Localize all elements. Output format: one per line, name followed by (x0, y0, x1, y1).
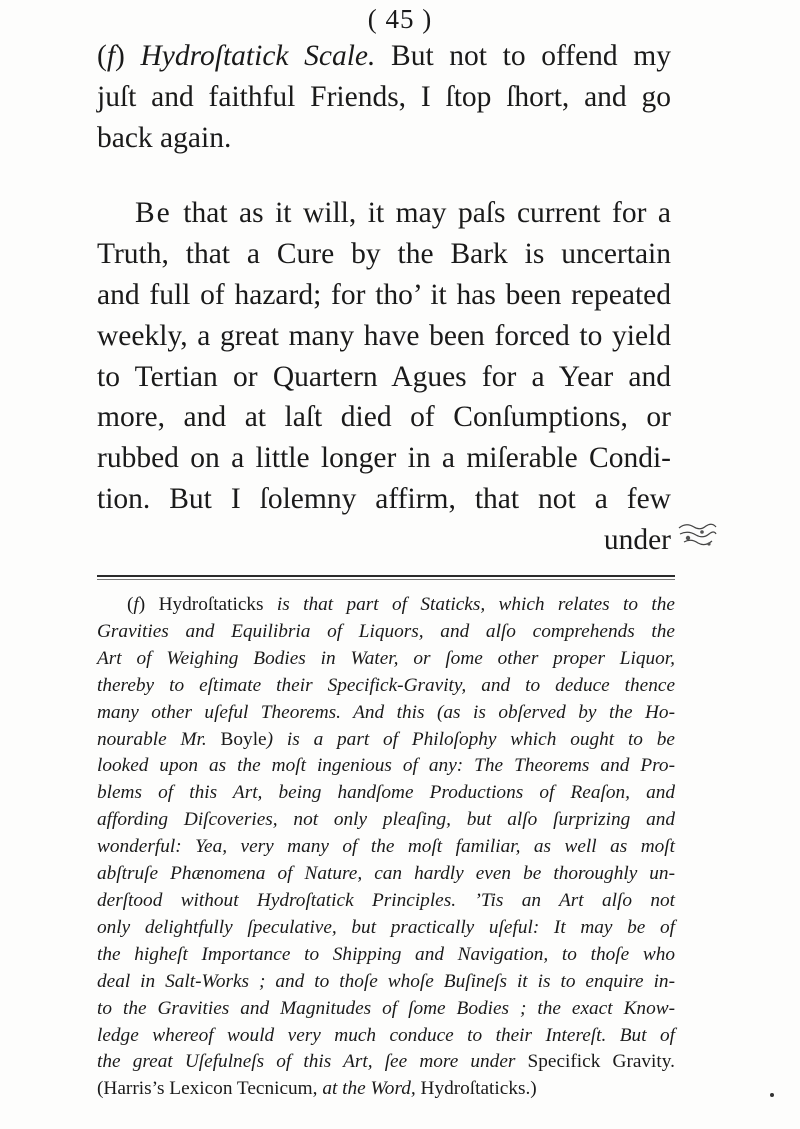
footnote-line: ledge whereof would very much conduce to their Intereſt. But of (97, 1024, 675, 1046)
catchword: under (603, 523, 671, 556)
text-line: back again. (97, 121, 232, 154)
page-number: ( 45 ) (367, 4, 433, 34)
footnote-line: deal in Salt-Works ; and to thoſe whoſe Buſineſs it is to enquire in- (97, 970, 675, 992)
footnote-line: to the Gravities and Magnitudes of ſome Bodies ; the exact Know- (97, 997, 675, 1019)
text-line: juſt and faithful Friends, I ſtop ſhort, and go (97, 80, 671, 113)
footnote-line: the higheſt Importance to Shipping and Navigation, to thoſe who (97, 943, 675, 965)
text-line: Truth, that a Cure by the Bark is uncertain (97, 238, 671, 271)
footnote-line: blems of this Art, being handſome Productions of Reaſon, and (97, 782, 675, 804)
footnote-line: Gravities and Equilibria of Liquors, and alſo comprehends the (97, 620, 675, 642)
footnote-line: looked upon as the moſt ingenious of any: The Theorems and Pro- (97, 755, 675, 777)
footnote-line: nourable Mr. Boyle) is a part of Philoſophy which ought to be (97, 728, 675, 750)
text-line: to Tertian or Quartern Agues for a Year and (97, 360, 671, 393)
footnote-rule (97, 575, 675, 577)
text-line: weekly, a great many have been forced to yield (97, 319, 671, 352)
text-line: tion. But I ſolemny affirm, that not a few (97, 482, 671, 515)
footnote-line: (Harris’s Lexicon Tecnicum, at the Word, Hydroſtaticks.) (97, 1078, 537, 1100)
paragraph-1 (97, 36, 671, 158)
footnote-line: many other uſeful Theorems. And this (as is obſerved by the Ho- (97, 701, 675, 723)
footnote-line: derſtood without Hydroſtatick Principles. ’Tis an Art alſo not (97, 889, 675, 911)
footnote (97, 592, 675, 1103)
paragraph-2 (97, 193, 671, 519)
footnote-line: only delightfully ſpeculative, but practically uſeful: It may be of (97, 916, 675, 938)
paper-speck (770, 1093, 774, 1097)
footnote-line: wonderful: Yea, very many of the moſt familiar, as well as moſt (97, 836, 675, 858)
footnote-line: affording Diſcoveries, not only pleaſing, but alſo ſurprizing and (97, 809, 675, 831)
footnote-line: (f) Hydroſtaticks is that part of Staticks, which relates to the (127, 594, 675, 615)
text-line: more, and at laſt died of Conſumptions, or (97, 401, 671, 434)
text-line: and full of hazard; for tho’ it has been repeated (97, 278, 671, 311)
text-line: rubbed on a little longer in a miſerable Condi- (97, 442, 671, 475)
footnote-line: Art of Weighing Bodies in Water, or ſome other proper Liquor, (97, 647, 675, 669)
footnote-line: the great Uſefulneſs of this Art, ſee more under Specifick Gravity. (97, 1051, 675, 1073)
text-line: (f) Hydroſtatick Scale. But not to offend my (97, 40, 672, 72)
footnote-line: thereby to eſtimate their Specifick-Gravity, and to deduce thence (97, 674, 675, 696)
main-text (97, 36, 671, 561)
footnote-rule-thin (97, 579, 675, 580)
text-line: Be that as it will, it may paſs current for a (135, 197, 671, 230)
footnote-line: abſtruſe Phænomena of Nature, can hardly even be thoroughly un- (97, 863, 675, 885)
printer-ornament-icon (676, 520, 718, 550)
